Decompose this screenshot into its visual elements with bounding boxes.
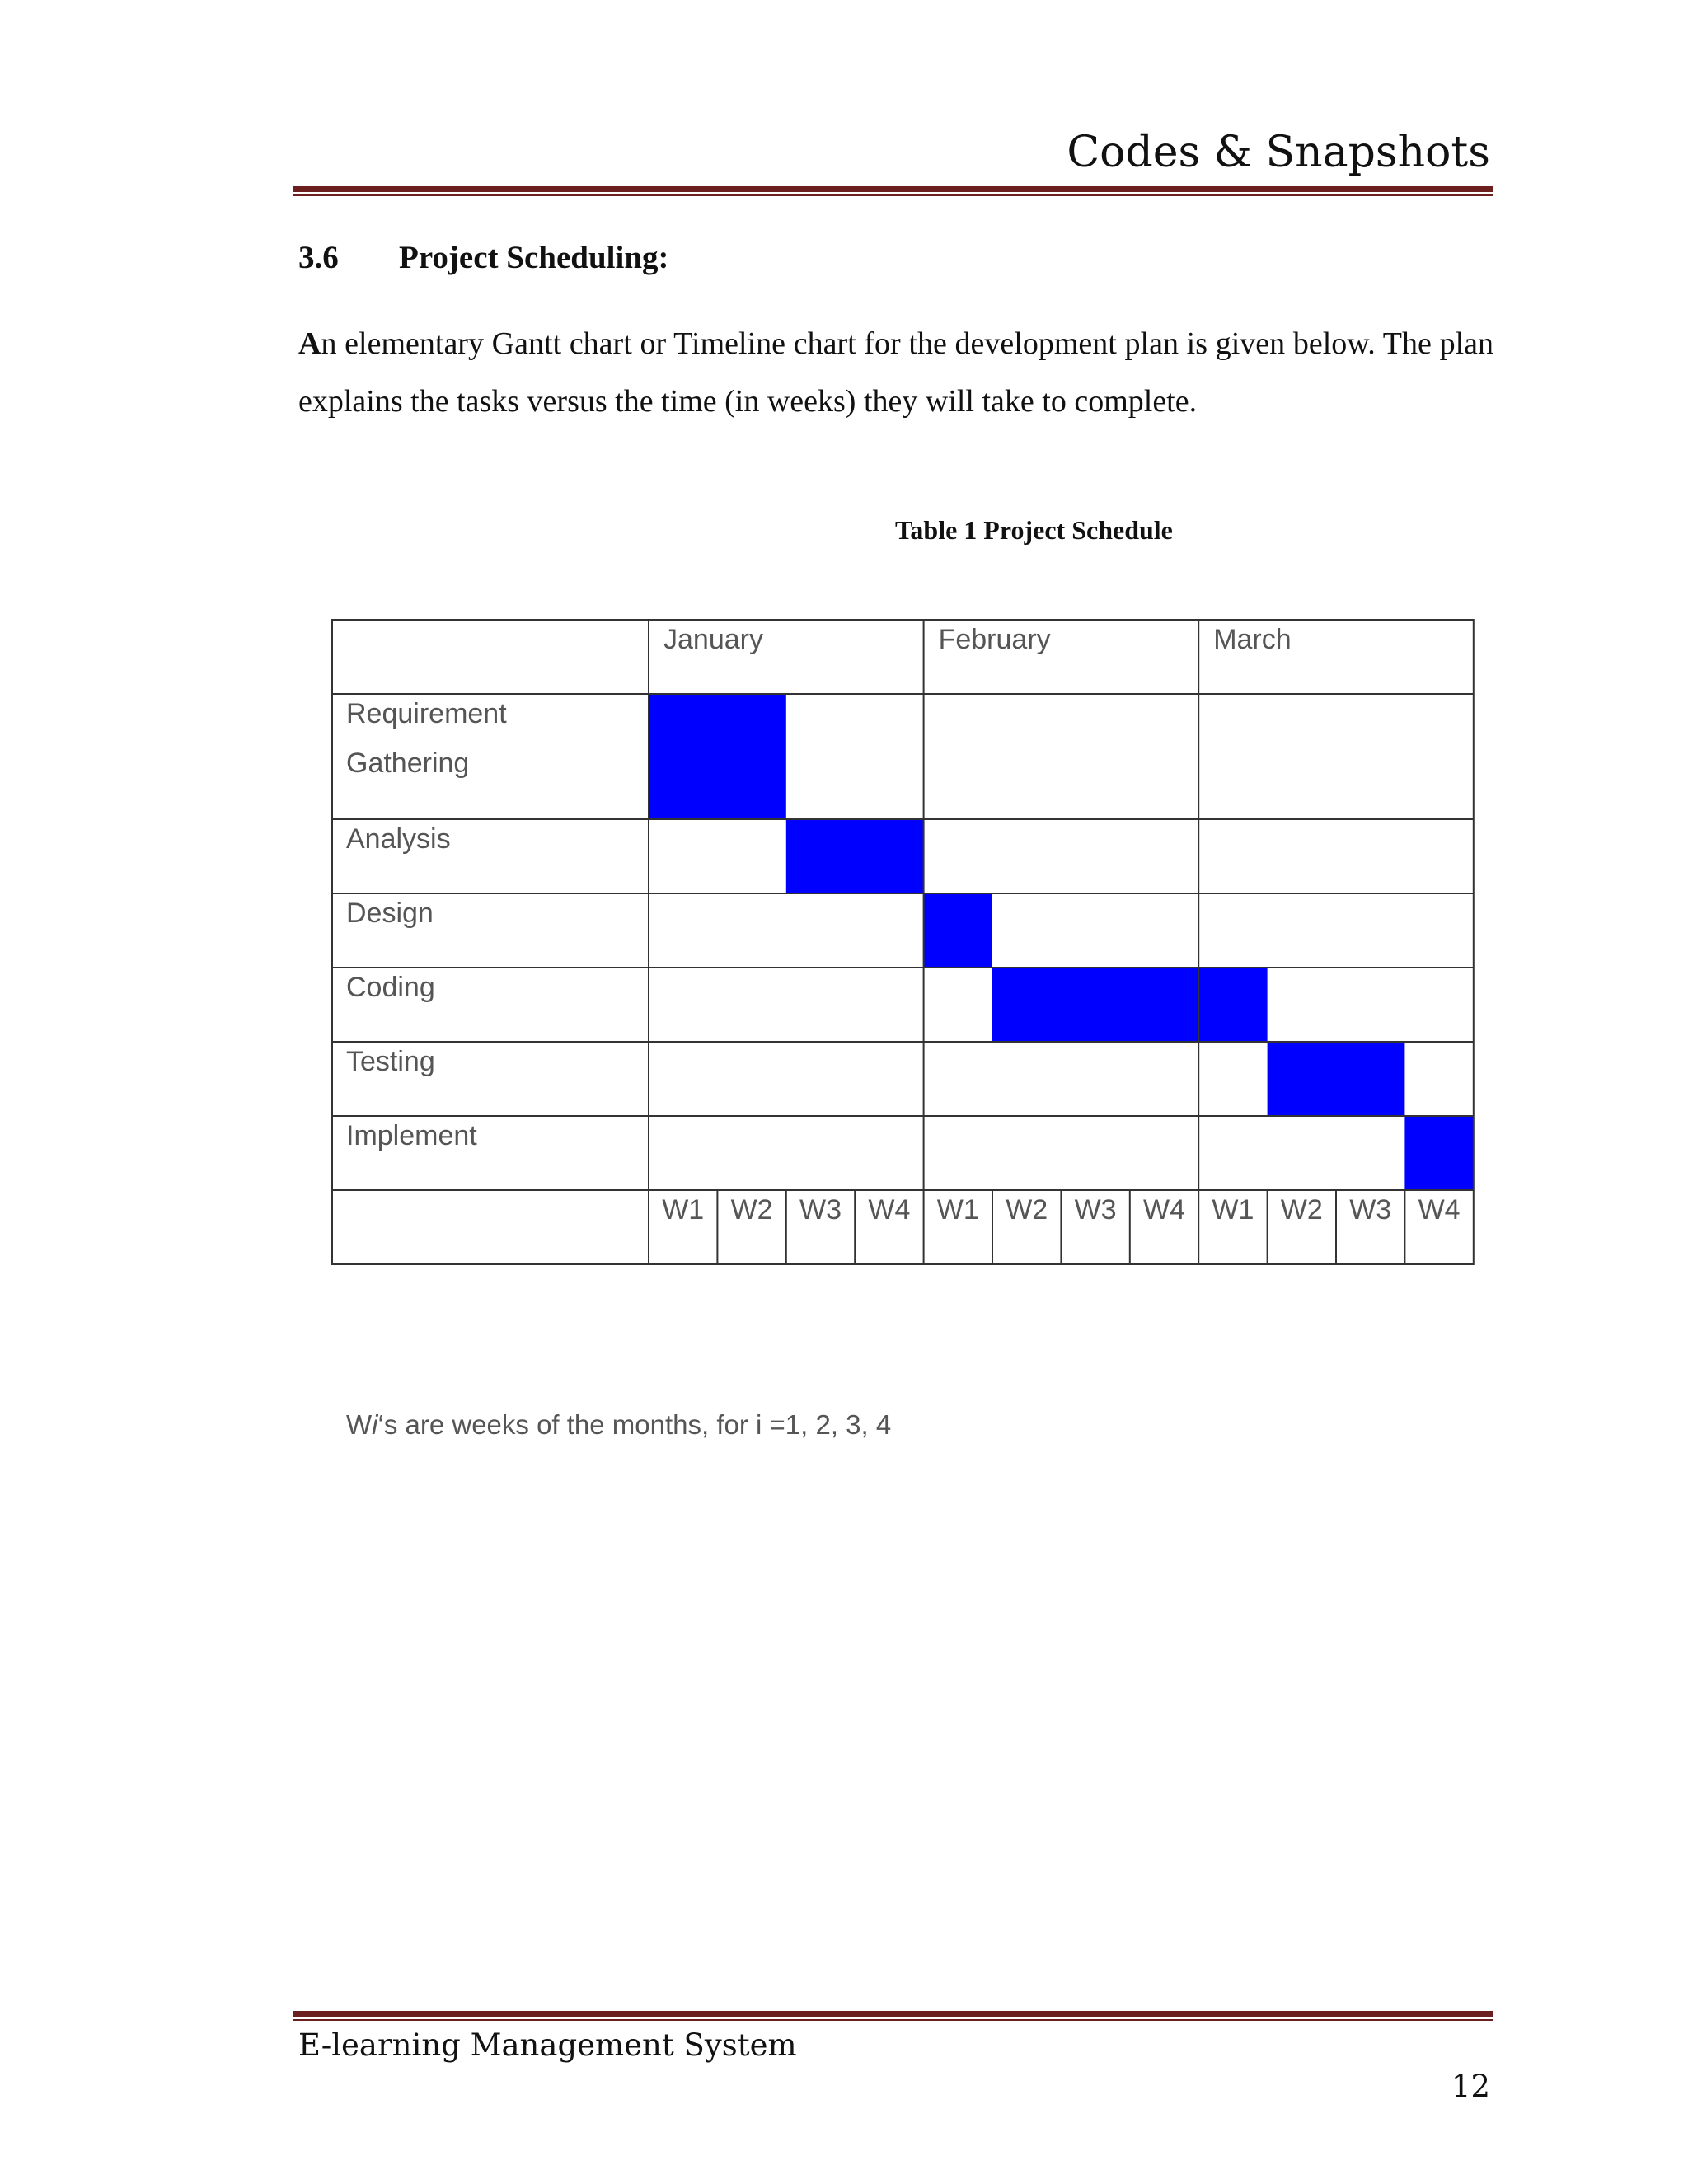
- week-label: W3: [1074, 1194, 1117, 1226]
- task-bar: [992, 968, 1268, 1042]
- week-label: W1: [1212, 1194, 1254, 1226]
- weeks-note-suffix: ‘s are weeks of the months, for i =1, 2, 3, 4: [377, 1409, 892, 1440]
- task-label: Analysis: [346, 823, 451, 855]
- week-label: W2: [730, 1194, 773, 1226]
- footer-rule: [293, 2011, 1493, 2021]
- gantt-svg: [331, 618, 1477, 1269]
- body-text: n elementary Gantt chart or Timeline chart for the development plan is given below. The plan explains the tasks versus the time (in weeks) they will take to complete.: [298, 326, 1493, 419]
- task-bar: [649, 694, 786, 819]
- week-label: W1: [936, 1194, 979, 1226]
- weeks-note: [346, 1409, 891, 1441]
- body-dropcap: A: [298, 326, 321, 361]
- running-header-title: Codes & Snapshots: [1067, 128, 1490, 177]
- task-bar: [1268, 1042, 1405, 1116]
- month-header: January: [663, 624, 763, 655]
- header-rule: [293, 186, 1493, 196]
- week-label: W3: [1349, 1194, 1392, 1226]
- page-number: 12: [1451, 2069, 1490, 2104]
- task-label: Design: [346, 898, 434, 929]
- week-label: W1: [662, 1194, 705, 1226]
- month-header: March: [1213, 624, 1292, 655]
- section-title: Project Scheduling:: [399, 240, 669, 275]
- table-caption: Table 1 Project Schedule: [895, 515, 1173, 545]
- weeks-note-italic: i: [372, 1409, 378, 1440]
- body-paragraph: [298, 315, 1493, 430]
- week-label: W3: [799, 1194, 842, 1226]
- task-label: Implement: [346, 1120, 477, 1151]
- task-label: Coding: [346, 972, 435, 1003]
- weeks-note-prefix: W: [346, 1409, 373, 1440]
- footer-title: E-learning Management System: [298, 2027, 797, 2063]
- section-heading: [298, 239, 669, 276]
- month-header: February: [938, 624, 1051, 655]
- task-bar: [1404, 1116, 1473, 1190]
- gantt-chart: [331, 618, 1477, 1269]
- week-label: W2: [1280, 1194, 1323, 1226]
- task-bar: [786, 819, 924, 893]
- task-label: Requirement: [346, 698, 507, 729]
- week-label: W4: [868, 1194, 911, 1226]
- week-label: W4: [1418, 1194, 1461, 1226]
- section-number: 3.6: [298, 240, 339, 275]
- task-bar: [924, 893, 992, 968]
- task-label: Testing: [346, 1046, 435, 1077]
- week-label: W4: [1143, 1194, 1185, 1226]
- task-label: Gathering: [346, 748, 470, 779]
- week-label: W2: [1006, 1194, 1048, 1226]
